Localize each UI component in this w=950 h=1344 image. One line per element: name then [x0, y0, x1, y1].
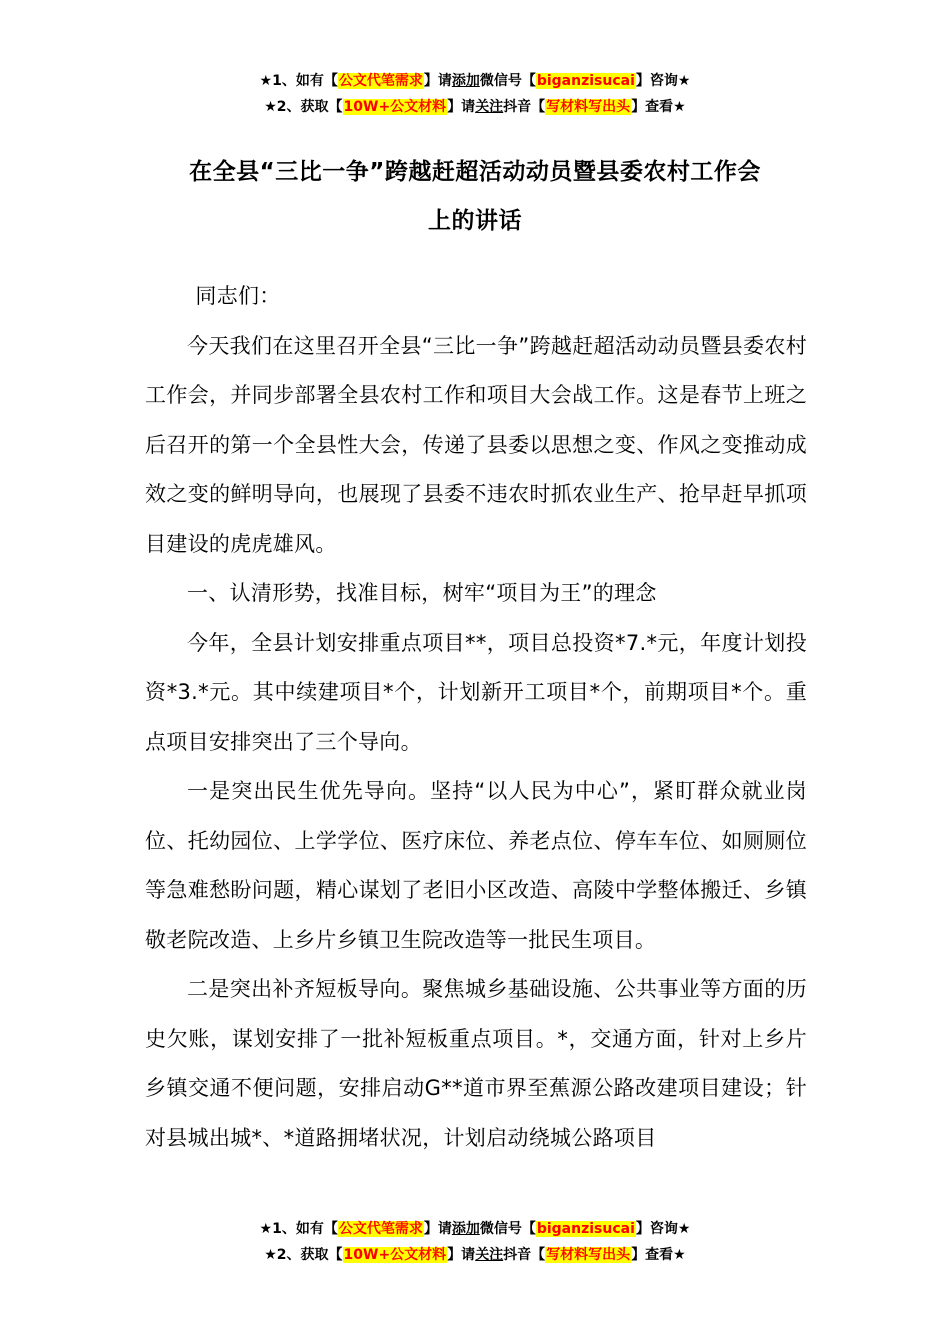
- paragraph: 今天我们在这里召开全县“三比一争”跨越赶超活动动员暨县委农村工作会，并同步部署全县农村工作和项目大会战工作。这是春节上班之后召开的第一个全县性大会，传递了县委以思想之变、作风之变推动成效之变的鲜明导向，也展现了县委不违农时抓农业生产、抢早赶早抓项目建设的虎虎雄风。: [145, 333, 807, 556]
- document-title: [145, 148, 805, 246]
- promo-highlight: 公文代笔需求: [338, 73, 423, 89]
- promo-banner-bottom: [0, 1216, 950, 1268]
- promo-highlight: 写材料写出头: [546, 1247, 631, 1263]
- promo-banner-top: [0, 68, 950, 120]
- promo-highlight: 公文代笔需求: [338, 1221, 423, 1237]
- promo-text: 】查看★: [631, 1247, 686, 1263]
- promo-text: 】请: [447, 1247, 476, 1263]
- promo-text: 抖音【: [503, 1247, 546, 1263]
- promo-text: 】请: [423, 73, 452, 89]
- promo-line-2: [0, 1242, 950, 1268]
- promo-underlined: 关注: [475, 99, 504, 115]
- promo-highlight: 10W+公文材料: [343, 99, 447, 115]
- promo-underlined: 关注: [475, 1247, 504, 1263]
- promo-text: ★2、获取【: [264, 1247, 343, 1263]
- promo-text: 】咨询★: [635, 1221, 691, 1237]
- promo-line-1: [0, 1216, 950, 1242]
- title-line-2: 上的讲话: [428, 208, 522, 234]
- salutation: 同志们：: [195, 284, 281, 308]
- promo-text: ★1、如有【: [259, 73, 338, 89]
- paragraph: 今年，全县计划安排重点项目**，项目总投资*7.*元，年度计划投资*3.*元。其中续建项目*个，计划新开工项目*个，前期项目*个。重点项目安排突出了三个导向。: [145, 630, 807, 754]
- promo-text: 抖音【: [503, 99, 546, 115]
- promo-highlight: biganzisucai: [536, 1221, 635, 1237]
- promo-text: 】请: [423, 1221, 452, 1237]
- section-heading: 一、认清形势，找准目标，树牢“项目为王”的理念: [187, 581, 657, 605]
- promo-line-2: [0, 94, 950, 120]
- promo-text: ★2、获取【: [264, 99, 343, 115]
- promo-highlight: 10W+公文材料: [343, 1247, 447, 1263]
- promo-highlight: biganzisucai: [536, 73, 635, 89]
- promo-text: ★1、如有【: [259, 1221, 338, 1237]
- promo-underlined: 添加: [451, 73, 480, 89]
- paragraph: 一是突出民生优先导向。坚持“以人民为中心”，紧盯群众就业岗位、托幼园位、上学学位、医疗床位、养老点位、停车车位、如厕厕位等急难愁盼问题，精心谋划了老旧小区改造、高陵中学整体搬迁、乡镇敬老院改造、上乡片乡镇卫生院改造等一批民生项目。: [145, 779, 807, 952]
- paragraph: 二是突出补齐短板导向。聚焦城乡基础设施、公共事业等方面的历史欠账，谋划安排了一批补短板重点项目。*，交通方面，针对上乡片乡镇交通不便问题，安排启动G**道市界至蕉源公路改建项目建设；针对县城出城*、*道路拥堵状况，计划启动绕城公路项目: [145, 977, 807, 1150]
- promo-text: 】咨询★: [635, 73, 691, 89]
- promo-text: 】查看★: [631, 99, 686, 115]
- promo-highlight: 写材料写出头: [546, 99, 631, 115]
- title-line-1: 在全县“三比一争”跨越赶超活动动员暨县委农村工作会: [189, 159, 761, 185]
- promo-line-1: [0, 68, 950, 94]
- document-body: [145, 272, 807, 1163]
- promo-underlined: 添加: [451, 1221, 480, 1237]
- promo-text: 微信号【: [479, 1221, 536, 1237]
- promo-text: 微信号【: [479, 73, 536, 89]
- promo-text: 】请: [447, 99, 476, 115]
